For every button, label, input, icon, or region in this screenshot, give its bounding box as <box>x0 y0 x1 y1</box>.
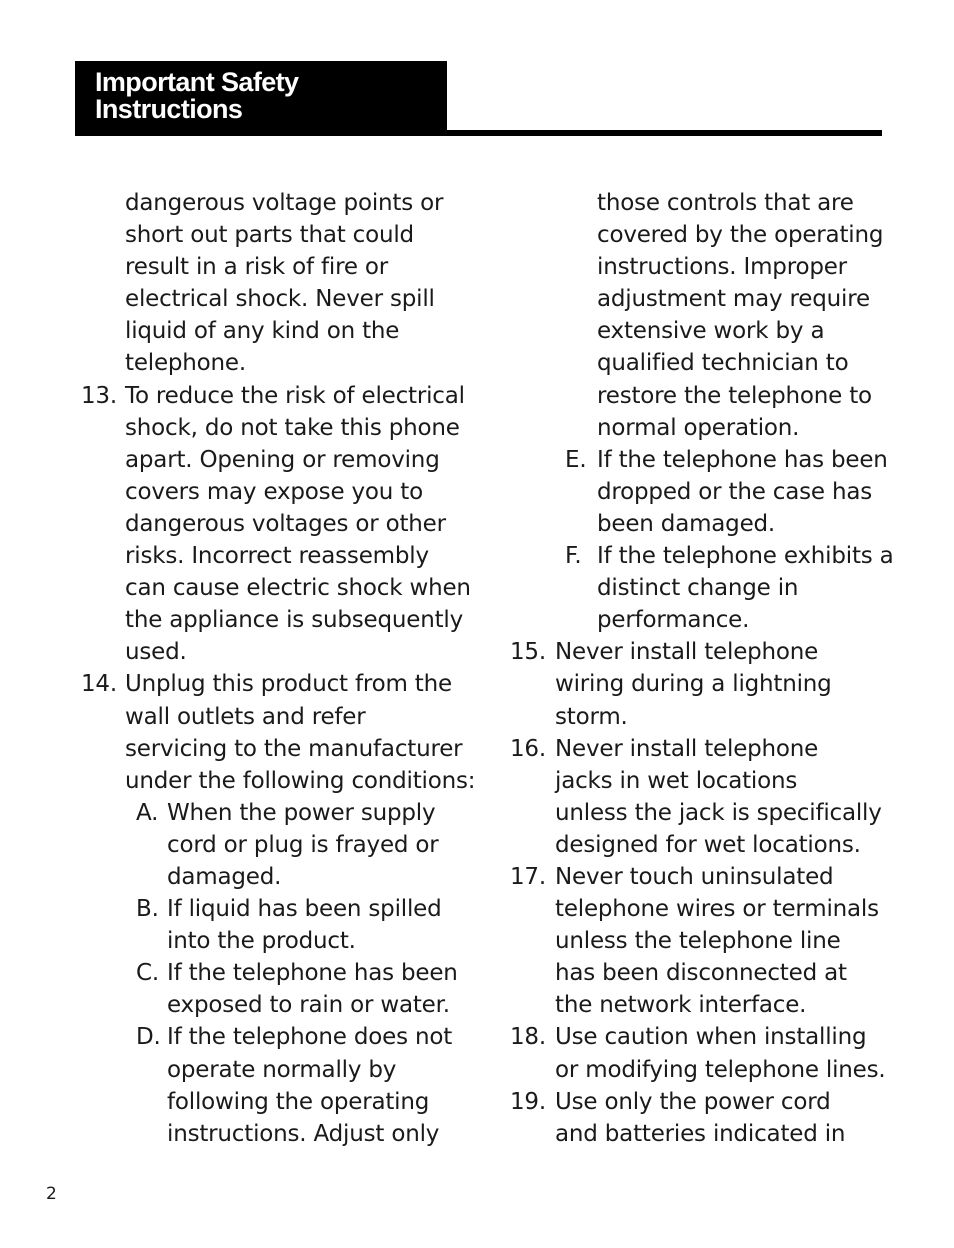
text-line: When the power supply <box>167 799 436 826</box>
section-title <box>95 69 435 123</box>
list-item-19 <box>0 1086 954 1150</box>
text-line: distinct change in <box>597 575 799 602</box>
text-line: If the telephone does not <box>167 1024 453 1051</box>
text-line: apart. Opening or removing <box>125 446 440 473</box>
sub-item-letter: D. <box>136 1024 161 1051</box>
text-line: can cause electric shock when <box>125 575 471 602</box>
list-item-15 <box>0 636 954 732</box>
text-line: If the telephone has been <box>597 446 888 473</box>
sub-item-letter: E. <box>565 446 587 473</box>
text-line: wiring during a lightning <box>555 671 832 698</box>
text-line: Use only the power cord <box>555 1088 831 1115</box>
header-rule <box>75 130 882 136</box>
text-line: the network interface. <box>555 992 807 1019</box>
list-item-16 <box>0 733 954 861</box>
text-line: instructions. Adjust only <box>167 1120 440 1147</box>
text-line: damaged. <box>167 863 282 890</box>
text-line: exposed to rain or water. <box>167 992 450 1019</box>
item-number: 15. <box>510 639 546 666</box>
text-line: extensive work by a <box>597 318 825 345</box>
text-line: covered by the operating <box>597 222 884 249</box>
list-item-17 <box>0 861 954 1021</box>
sub-item-letter: B. <box>136 896 159 923</box>
text-line: following the operating <box>167 1088 430 1115</box>
text-line: telephone wires or terminals <box>555 896 879 923</box>
list-item-18 <box>0 1021 954 1085</box>
text-line: storm. <box>555 703 628 730</box>
text-line: To reduce the risk of electrical <box>125 382 465 409</box>
item-number: 18. <box>510 1024 546 1051</box>
text-line: dangerous voltages or other <box>125 510 446 537</box>
text-line: covers may expose you to <box>125 478 423 505</box>
text-line: servicing to the manufacturer <box>125 735 463 762</box>
text-line: designed for wet locations. <box>555 831 861 858</box>
sub-item-letter: A. <box>136 799 159 826</box>
text-line: and batteries indicated in <box>555 1120 846 1147</box>
text-line: Unplug this product from the <box>125 671 452 698</box>
item-number: 16. <box>510 735 546 762</box>
text-line: unless the jack is specifically <box>555 799 882 826</box>
text-line: normal operation. <box>597 414 800 441</box>
text-line: used. <box>125 639 187 666</box>
text-line: If the telephone exhibits a <box>597 543 894 570</box>
text-line: instructions. Improper <box>597 254 847 281</box>
item-number: 14. <box>81 671 117 698</box>
text-line: performance. <box>597 607 750 634</box>
text-line: risks. Incorrect reassembly <box>125 543 429 570</box>
text-line: unless the telephone line <box>555 928 841 955</box>
text-line: Use caution when installing <box>555 1024 867 1051</box>
text-line: telephone. <box>125 350 246 377</box>
item-number: 17. <box>510 863 546 890</box>
text-line: cord or plug is frayed or <box>167 831 439 858</box>
text-line: electrical shock. Never spill <box>125 286 435 313</box>
text-line: short out parts that could <box>125 222 414 249</box>
item-number: 19. <box>510 1088 546 1115</box>
text-line: or modifying telephone lines. <box>555 1056 886 1083</box>
sub-item-letter: C. <box>136 960 159 987</box>
text-line: operate normally by <box>167 1056 397 1083</box>
text-line: qualified technician to <box>597 350 849 377</box>
text-line: under the following conditions: <box>125 767 476 794</box>
text-line: wall outlets and refer <box>125 703 366 730</box>
text-line: Never install telephone <box>555 639 819 666</box>
page-number: 2 <box>46 1184 57 1204</box>
text-line: Never touch uninsulated <box>555 863 834 890</box>
continued-sub-item-d <box>0 187 954 444</box>
text-line: those controls that are <box>597 190 854 216</box>
text-line: result in a risk of fire or <box>125 254 389 281</box>
text-line: the appliance is subsequently <box>125 607 464 634</box>
text-line: been damaged. <box>597 510 776 537</box>
right-column <box>0 187 954 1150</box>
text-line: Never install telephone <box>555 735 819 762</box>
text-line: restore the telephone to <box>597 382 872 409</box>
text-line: dangerous voltage points or <box>125 190 444 216</box>
sub-item-letter: F. <box>565 543 582 570</box>
section-title-line: Instructions <box>95 94 243 124</box>
text-line: shock, do not take this phone <box>125 414 460 441</box>
sub-item-f <box>0 540 954 636</box>
text-line: adjustment may require <box>597 286 870 313</box>
text-line: liquid of any kind on the <box>125 318 400 345</box>
text-line: has been disconnected at <box>555 960 847 987</box>
text-line: into the product. <box>167 928 356 955</box>
section-title-line: Important Safety <box>95 67 299 97</box>
text-line: dropped or the case has <box>597 478 873 505</box>
text-line: jacks in wet locations <box>555 767 798 794</box>
item-number: 13. <box>81 382 117 409</box>
text-line: If the telephone has been <box>167 960 458 987</box>
text-line: If liquid has been spilled <box>167 896 442 923</box>
sub-item-e <box>0 444 954 540</box>
